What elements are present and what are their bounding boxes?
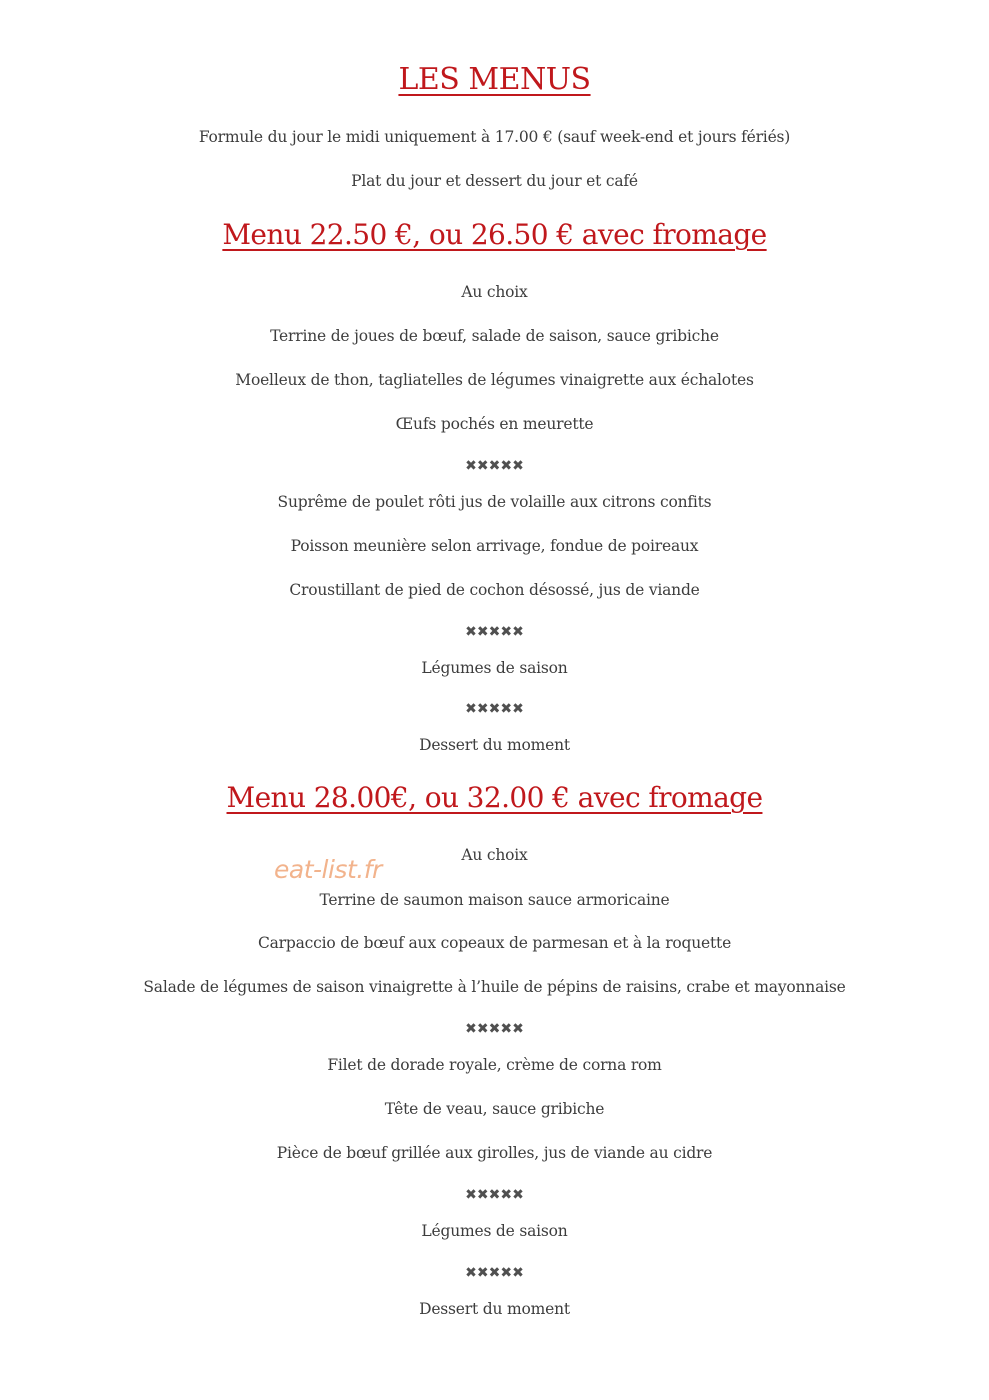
separator-icon: ✖✖✖✖✖ [465, 1187, 524, 1203]
menu2-main: Tête de veau, sauce gribiche [384, 1100, 605, 1118]
menu1-sides: Légumes de saison [421, 659, 568, 677]
menu2-starter: Terrine de saumon maison sauce armoricaine [319, 891, 670, 909]
page-title: LES MENUS [398, 62, 591, 97]
formule-detail: Plat du jour et dessert du jour et café [351, 172, 638, 190]
separator-icon: ✖✖✖✖✖ [465, 1265, 524, 1281]
menu1-main: Croustillant de pied de cochon désossé, jus de viande [289, 581, 700, 599]
menu1-starter: Moelleux de thon, tagliatelles de légumes vinaigrette aux échalotes [235, 371, 754, 389]
menu2-starter: Salade de légumes de saison vinaigrette à l’huile de pépins de raisins, crabe et mayonnaise [143, 978, 846, 996]
menu2-choice-label: Au choix [461, 846, 528, 864]
menu2-main: Filet de dorade royale, crème de corna rom [327, 1056, 662, 1074]
menu2-starter: Carpaccio de bœuf aux copeaux de parmesan et à la roquette [257, 934, 732, 952]
menu2-heading: Menu 28.00€, ou 32.00 € avec fromage [226, 781, 763, 814]
menu1-heading: Menu 22.50 €, ou 26.50 € avec fromage [222, 218, 767, 251]
menu1-choice-label: Au choix [461, 283, 528, 301]
menu2-main: Pièce de bœuf grillée aux girolles, jus de viande au cidre [276, 1144, 713, 1162]
menu1-main: Poisson meunière selon arrivage, fondue de poireaux [290, 537, 699, 555]
formule-line: Formule du jour le midi uniquement à 17.00 € (sauf week-end et jours fériés) [198, 128, 791, 146]
menu2-sides: Légumes de saison [421, 1222, 568, 1240]
menu2-dessert: Dessert du moment [419, 1300, 570, 1318]
menu1-starter: Œufs pochés en meurette [395, 415, 594, 433]
separator-icon: ✖✖✖✖✖ [465, 701, 524, 717]
menu1-dessert: Dessert du moment [419, 736, 570, 754]
menu1-main: Suprême de poulet rôti jus de volaille aux citrons confits [277, 493, 712, 511]
watermark: eat-list.fr [274, 855, 382, 884]
menu1-starter: Terrine de joues de bœuf, salade de saison, sauce gribiche [270, 327, 719, 345]
separator-icon: ✖✖✖✖✖ [465, 1021, 524, 1037]
separator-icon: ✖✖✖✖✖ [465, 458, 524, 474]
separator-icon: ✖✖✖✖✖ [465, 624, 524, 640]
